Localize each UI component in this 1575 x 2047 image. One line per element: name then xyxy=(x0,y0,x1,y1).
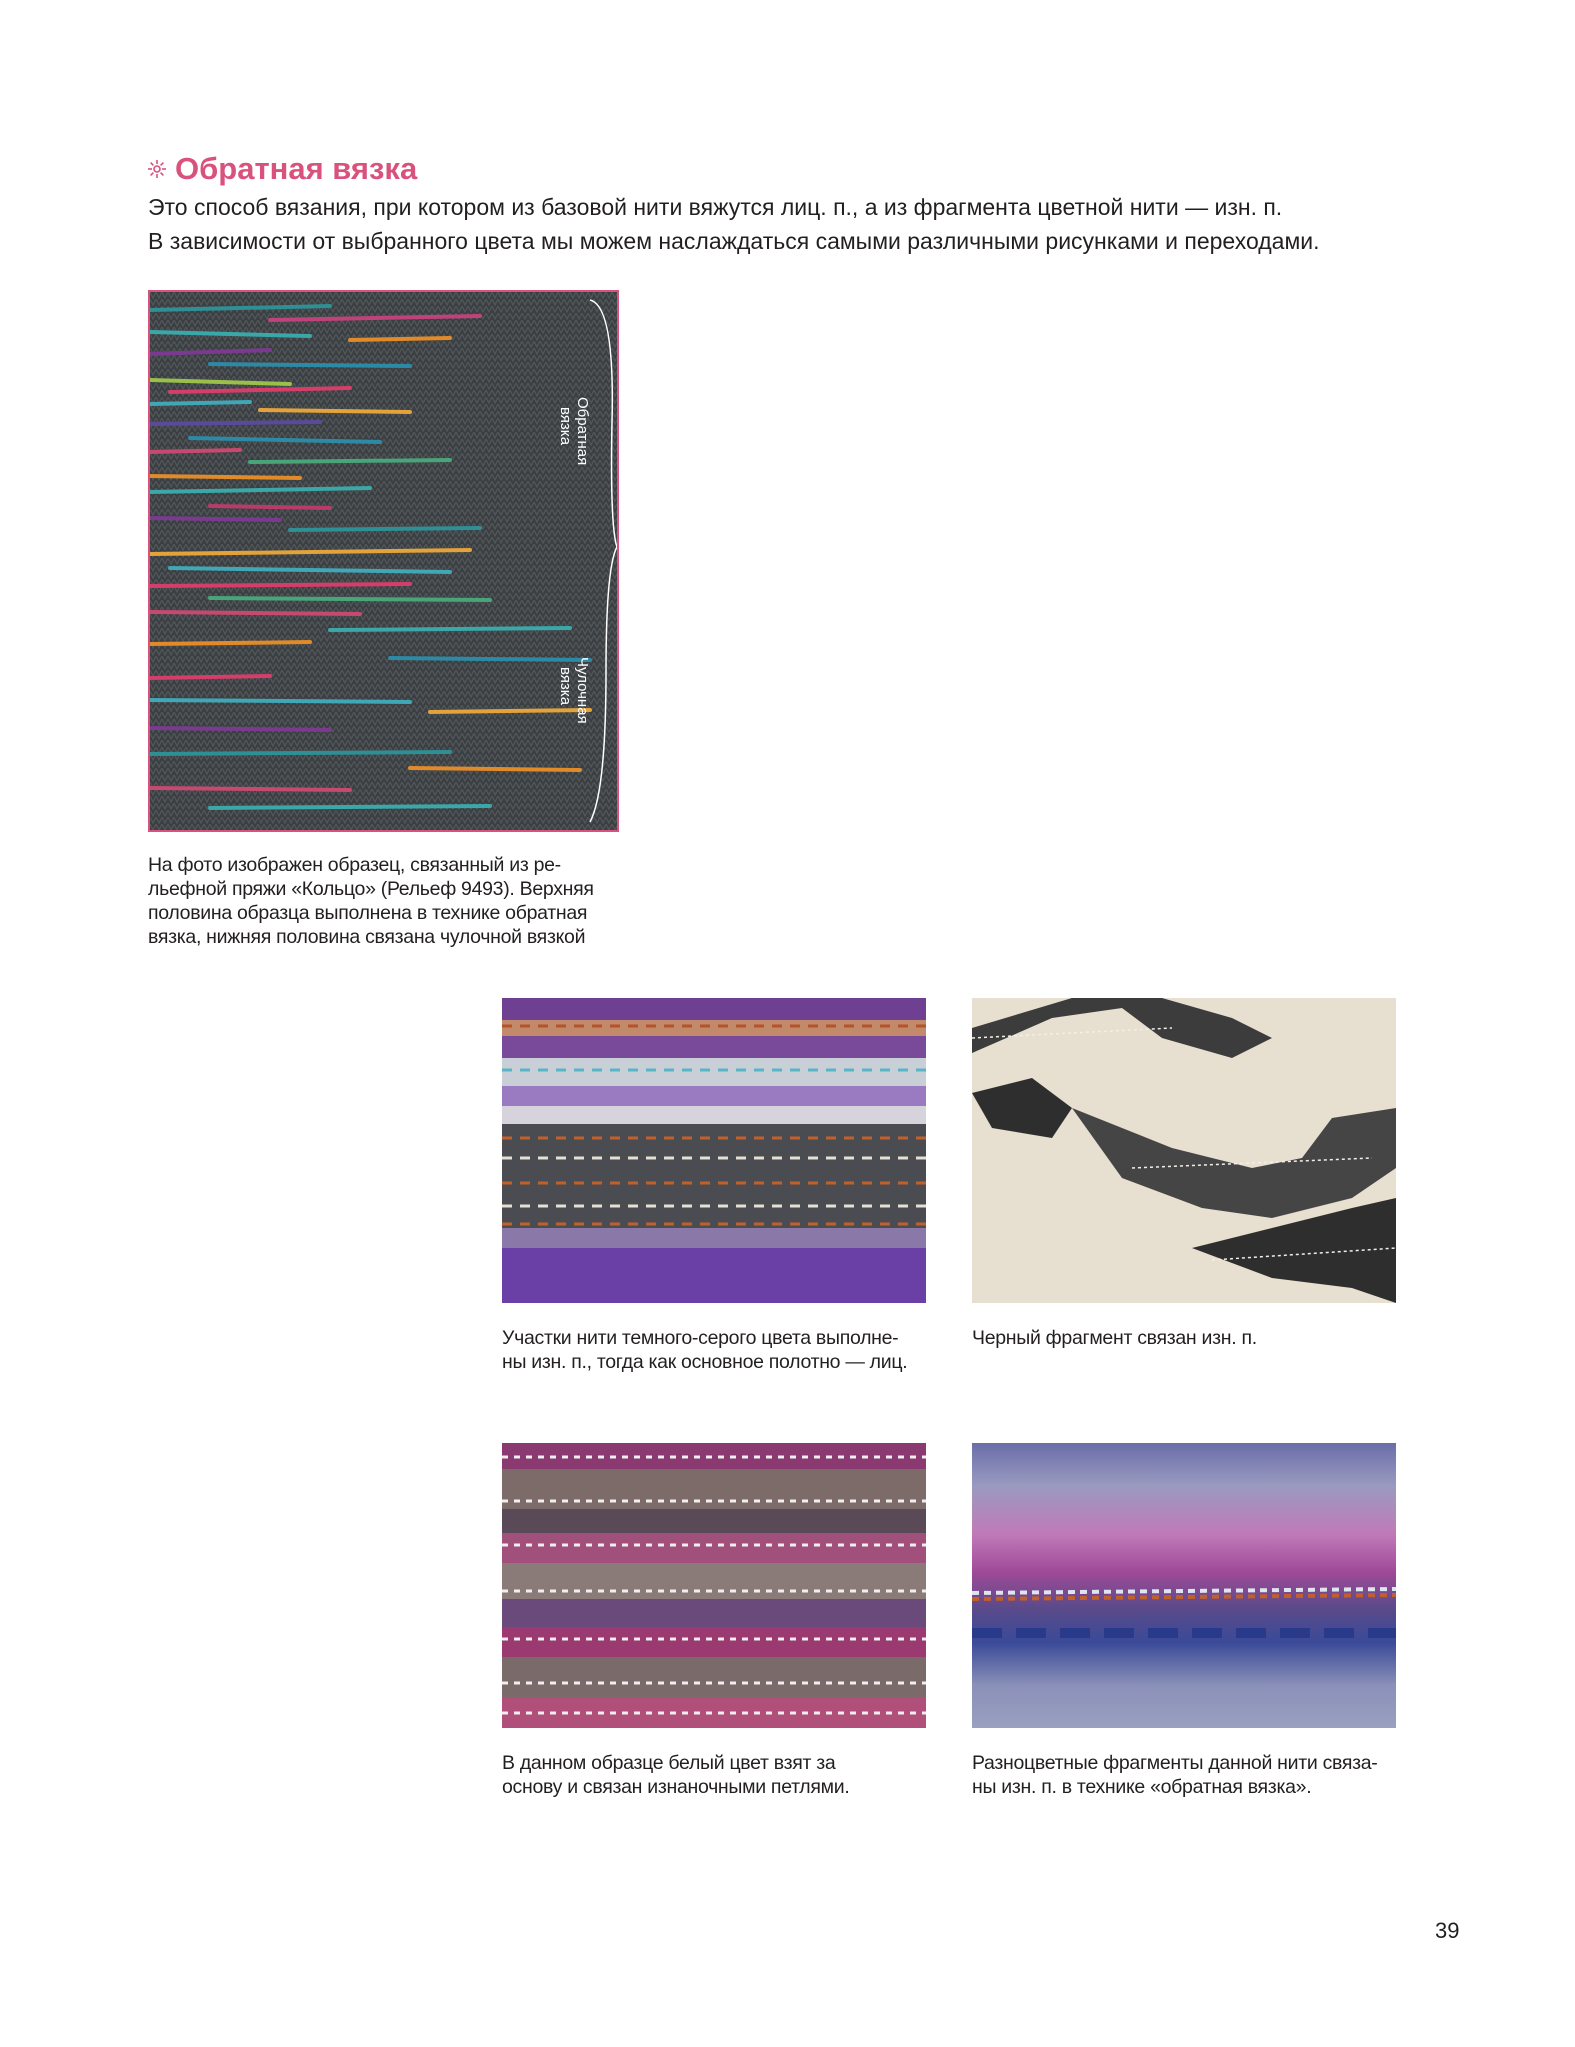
caption-line: льефной пряжи «Кольцо» (Рельеф 9493). Верхняя xyxy=(148,878,594,900)
caption-line: Черный фрагмент связан изн. п. xyxy=(972,1327,1257,1349)
sample-photo-1 xyxy=(502,998,926,1303)
caption-line: В данном образце белый цвет взят за xyxy=(502,1752,836,1774)
label-top-line1: Обратная xyxy=(574,397,591,466)
sample-photo-3 xyxy=(502,1443,926,1728)
sample-photo-2 xyxy=(972,998,1396,1303)
caption-line: Участки нити темного-серого цвета выполне- xyxy=(502,1327,899,1349)
main-sample-photo xyxy=(148,290,619,832)
label-top-line2: вязка xyxy=(557,407,574,446)
caption-line: На фото изображен образец, связанный из ре- xyxy=(148,854,561,876)
caption-line: половина образца выполнена в технике обратная xyxy=(148,902,588,924)
caption-line: ны изн. п. в технике «обратная вязка». xyxy=(972,1776,1312,1798)
caption-line: основу и связан изнаночными петлями. xyxy=(502,1776,850,1798)
label-bottom-line2: вязка xyxy=(557,667,574,706)
intro-text xyxy=(148,190,1448,258)
caption-line: Разноцветные фрагменты данной нити связа- xyxy=(972,1752,1378,1774)
section-title: Обратная вязка xyxy=(175,151,418,186)
sample-photo-4 xyxy=(972,1443,1396,1728)
caption-line: вязка, нижняя половина связана чулочной вязкой xyxy=(148,926,586,948)
caption-line: ны изн. п., тогда как основное полотно — лиц. xyxy=(502,1351,908,1373)
sample-caption-1 xyxy=(502,1326,942,1374)
page-number: 39 xyxy=(1435,1918,1460,1943)
sample-caption-3 xyxy=(502,1751,942,1799)
intro-line: В зависимости от выбранного цвета мы можем наслаждаться самыми различными рисунками и переходами. xyxy=(148,228,1320,254)
sample-caption-2 xyxy=(972,1326,1402,1350)
label-bottom-line1: Чулочная xyxy=(574,657,591,724)
section-heading xyxy=(147,148,417,190)
flower-ornament-icon xyxy=(147,159,167,179)
sample-caption-4 xyxy=(972,1751,1412,1799)
intro-line: Это способ вязания, при котором из базовой нити вяжутся лиц. п., а из фрагмента цветной нити — изн. п. xyxy=(148,194,1283,220)
main-photo-caption xyxy=(148,853,628,949)
